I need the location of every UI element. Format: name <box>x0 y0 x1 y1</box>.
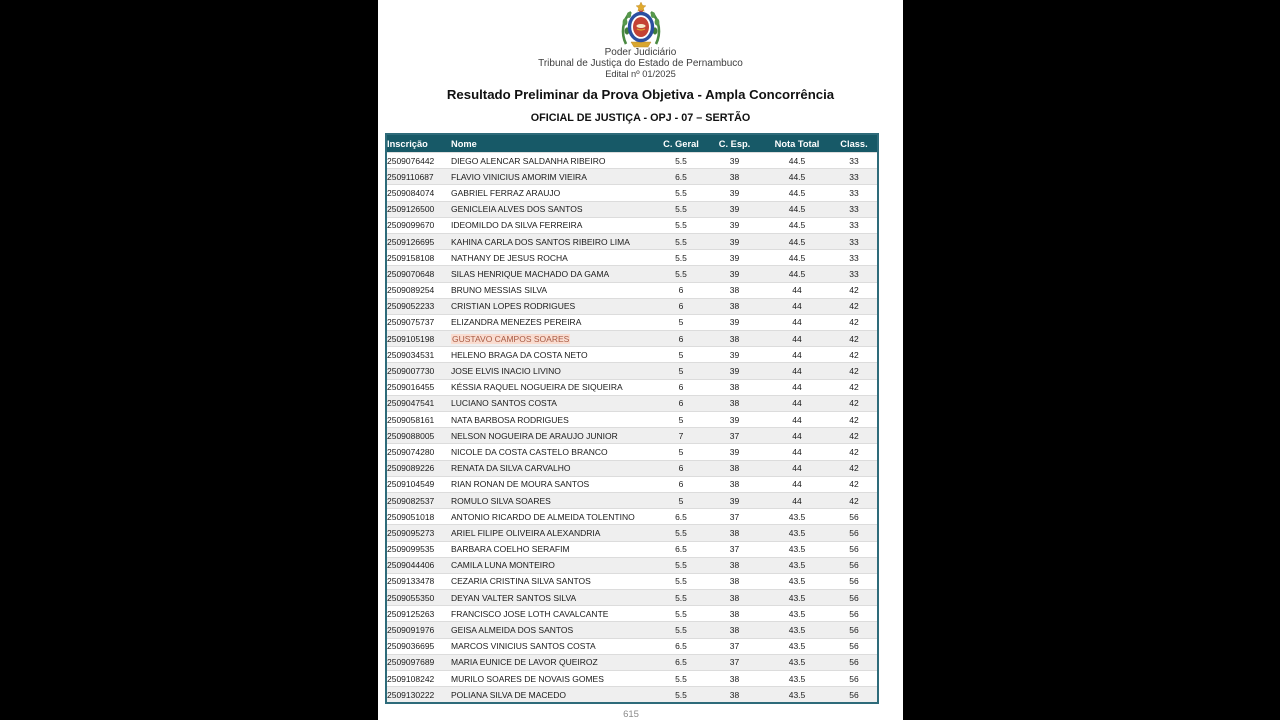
cell-nota-total: 44 <box>792 285 802 296</box>
cell-nome <box>451 622 656 638</box>
table-row <box>386 298 878 314</box>
cell-inscricao: 2509125263 <box>387 608 435 619</box>
column-header-nome: Nome <box>451 134 656 153</box>
cell-c-esp: 38 <box>729 625 740 636</box>
cell-inscricao: 2509047541 <box>387 398 435 409</box>
cell-inscricao: 2509088005 <box>387 430 435 441</box>
cell-nota-total: 43.5 <box>788 560 806 571</box>
cell-c-geral: 5.5 <box>675 220 687 231</box>
cell-c-esp: 38 <box>729 171 740 182</box>
cell-nota-total: 44.5 <box>788 155 806 166</box>
cell-c-geral: 5 <box>678 317 684 328</box>
cell-class: 33 <box>849 204 859 215</box>
cell-nome <box>451 395 656 411</box>
candidate-name: RIAN RONAN DE MOURA SANTOS <box>451 479 590 490</box>
cell-nome <box>451 298 656 314</box>
candidate-name: MARIA EUNICE DE LAVOR QUEIROZ <box>451 657 598 668</box>
cell-c-geral: 6.5 <box>675 544 687 555</box>
candidate-name: ROMULO SILVA SOARES <box>451 495 551 506</box>
table-row <box>386 282 878 298</box>
table-row <box>386 492 878 508</box>
table-row <box>386 412 878 428</box>
cell-nome <box>451 314 656 330</box>
cell-nome <box>451 201 656 217</box>
cell-c-geral: 6 <box>678 398 684 409</box>
table-row <box>386 525 878 541</box>
cell-c-geral: 5.5 <box>675 187 687 198</box>
candidate-name: KAHINA CARLA DOS SANTOS RIBEIRO LIMA <box>451 236 630 247</box>
cell-inscricao: 2509075737 <box>387 317 435 328</box>
cell-c-esp: 38 <box>729 673 740 684</box>
cell-c-esp: 38 <box>729 301 740 312</box>
document-page <box>378 0 903 720</box>
cell-class: 42 <box>849 366 859 377</box>
cell-nome <box>451 557 656 573</box>
cell-inscricao: 2509007730 <box>387 366 435 377</box>
cell-inscricao: 2509097689 <box>387 657 435 668</box>
cell-c-esp: 39 <box>729 414 740 425</box>
cell-c-esp: 39 <box>729 446 740 457</box>
cell-c-esp: 39 <box>729 495 740 506</box>
cell-inscricao: 2509110687 <box>387 171 434 182</box>
cell-c-esp: 38 <box>729 560 740 571</box>
cell-nome <box>451 250 656 266</box>
cell-c-geral: 5.5 <box>675 576 687 587</box>
cell-nome <box>451 573 656 589</box>
cell-c-esp: 37 <box>729 657 740 668</box>
cell-inscricao: 2509108242 <box>387 673 435 684</box>
table-row <box>386 476 878 492</box>
cell-nome <box>451 217 656 233</box>
cell-c-esp: 37 <box>729 430 740 441</box>
candidate-name: NICOLE DA COSTA CASTELO BRANCO <box>451 446 608 457</box>
cell-nota-total: 43.5 <box>788 625 806 636</box>
cell-nota-total: 43.5 <box>788 673 806 684</box>
table-row <box>386 331 878 347</box>
cell-nota-total: 44 <box>792 366 802 377</box>
cell-class: 33 <box>849 252 859 263</box>
candidate-name: FRANCISCO JOSE LOTH CAVALCANTE <box>451 608 609 619</box>
cell-c-esp: 39 <box>729 268 740 279</box>
cell-c-esp: 38 <box>729 689 740 700</box>
candidate-name: BARBARA COELHO SERAFIM <box>451 544 570 555</box>
cell-class: 42 <box>849 446 859 457</box>
table-row <box>386 314 878 330</box>
candidate-name: BRUNO MESSIAS SILVA <box>451 285 548 296</box>
cell-c-geral: 6.5 <box>675 657 687 668</box>
cell-inscricao: 2509016455 <box>387 382 435 393</box>
candidate-name: GENICLEIA ALVES DOS SANTOS <box>451 204 583 215</box>
cell-c-esp: 39 <box>729 220 740 231</box>
cell-inscricao: 2509133478 <box>387 576 435 587</box>
cell-inscricao: 2509130222 <box>387 689 435 700</box>
cell-class: 56 <box>849 544 859 555</box>
candidate-name: LUCIANO SANTOS COSTA <box>451 398 557 409</box>
candidate-name: SILAS HENRIQUE MACHADO DA GAMA <box>451 268 610 279</box>
column-header-nota-total: Nota Total <box>763 134 831 153</box>
candidate-name: ARIEL FILIPE OLIVEIRA ALEXANDRIA <box>451 527 601 538</box>
cell-c-esp: 38 <box>729 576 740 587</box>
cell-inscricao: 2509089254 <box>387 285 435 296</box>
cell-c-geral: 5.5 <box>675 625 687 636</box>
cell-inscricao: 2509084074 <box>387 187 435 198</box>
candidate-name: KÉSSIA RAQUEL NOGUEIRA DE SIQUEIRA <box>451 382 623 393</box>
cell-c-geral: 6.5 <box>675 511 687 522</box>
column-header-class: Class. <box>831 134 878 153</box>
cell-nome <box>451 460 656 476</box>
cell-c-geral: 5.5 <box>675 592 687 603</box>
cell-nota-total: 43.5 <box>788 592 806 603</box>
cell-class: 42 <box>849 414 859 425</box>
cell-inscricao: 2509089226 <box>387 463 435 474</box>
cell-nome <box>451 606 656 622</box>
cell-inscricao: 2509158108 <box>387 252 435 263</box>
cell-c-esp: 39 <box>729 252 740 263</box>
table-row <box>386 509 878 525</box>
table-row <box>386 185 878 201</box>
cell-class: 56 <box>849 527 859 538</box>
candidate-name: MURILO SOARES DE NOVAIS GOMES <box>451 673 604 684</box>
cell-nome <box>451 654 656 670</box>
cell-c-esp: 38 <box>729 398 740 409</box>
candidate-name: CEZARIA CRISTINA SILVA SANTOS <box>451 576 591 587</box>
cell-class: 33 <box>849 236 859 247</box>
cell-c-geral: 5.5 <box>675 527 687 538</box>
cell-nota-total: 44 <box>792 463 802 474</box>
org-name-line1: Poder Judiciário <box>604 47 677 58</box>
cell-nome <box>451 185 656 201</box>
cell-inscricao: 2509036695 <box>387 641 435 652</box>
cell-class: 56 <box>849 625 859 636</box>
cell-nota-total: 44.5 <box>788 187 806 198</box>
candidate-name: CRISTIAN LOPES RODRIGUES <box>451 301 576 312</box>
cell-inscricao: 2509051018 <box>387 511 435 522</box>
cell-class: 42 <box>849 479 859 490</box>
table-row <box>386 654 878 670</box>
cell-nome <box>451 363 656 379</box>
cell-nota-total: 44 <box>792 333 802 344</box>
document-header <box>378 0 903 79</box>
cell-nome <box>451 331 656 347</box>
table-row <box>386 428 878 444</box>
cell-class: 42 <box>849 398 859 409</box>
candidate-name: ELIZANDRA MENEZES PEREIRA <box>451 317 582 328</box>
table-row <box>386 460 878 476</box>
cell-nota-total: 44 <box>792 414 802 425</box>
cell-c-esp: 38 <box>729 463 740 474</box>
cell-c-esp: 37 <box>729 511 740 522</box>
cell-nota-total: 43.5 <box>788 608 806 619</box>
cell-inscricao: 2509052233 <box>387 301 435 312</box>
candidate-name: GEISA ALMEIDA DOS SANTOS <box>451 625 574 636</box>
cell-c-geral: 5.5 <box>675 673 687 684</box>
table-row <box>386 363 878 379</box>
results-table-header <box>386 134 878 153</box>
cell-class: 42 <box>849 349 859 360</box>
cell-c-esp: 37 <box>729 544 740 555</box>
cell-class: 42 <box>849 317 859 328</box>
cell-nota-total: 44 <box>792 446 802 457</box>
candidate-name: NATHANY DE JESUS ROCHA <box>451 252 568 263</box>
cell-inscricao: 2509055350 <box>387 592 435 603</box>
cell-nota-total: 44 <box>792 382 802 393</box>
cell-inscricao: 2509070648 <box>387 268 435 279</box>
cell-nota-total: 43.5 <box>788 544 806 555</box>
cell-nota-total: 44.5 <box>788 220 806 231</box>
candidate-name: GABRIEL FERRAZ ARAUJO <box>451 187 561 198</box>
cell-nome <box>451 282 656 298</box>
cell-c-geral: 6 <box>678 463 684 474</box>
cell-c-geral: 5.5 <box>675 560 687 571</box>
candidate-name: HELENO BRAGA DA COSTA NETO <box>451 349 588 360</box>
cell-class: 56 <box>849 673 859 684</box>
candidate-name: ANTONIO RICARDO DE ALMEIDA TOLENTINO <box>451 511 635 522</box>
results-table <box>385 133 879 704</box>
cell-c-geral: 5 <box>678 414 684 425</box>
cell-nota-total: 44 <box>792 479 802 490</box>
cell-inscricao: 2509074280 <box>387 446 435 457</box>
cell-class: 56 <box>849 641 859 652</box>
cell-class: 56 <box>849 511 859 522</box>
cell-class: 42 <box>849 430 859 441</box>
cell-class: 42 <box>849 463 859 474</box>
cell-nome <box>451 509 656 525</box>
pernambuco-coat-of-arms-icon <box>619 2 663 48</box>
table-row <box>386 638 878 654</box>
cell-class: 56 <box>849 608 859 619</box>
cell-class: 56 <box>849 689 859 700</box>
cell-c-geral: 5.5 <box>675 268 687 279</box>
cell-c-esp: 39 <box>729 366 740 377</box>
cell-inscricao: 2509099535 <box>387 544 435 555</box>
cell-inscricao: 2509044406 <box>387 560 435 571</box>
cell-c-geral: 5 <box>678 495 684 506</box>
cell-inscricao: 2509099670 <box>387 220 435 231</box>
cell-nome <box>451 233 656 249</box>
cell-c-geral: 6 <box>678 285 684 296</box>
cell-inscricao: 2509104549 <box>387 479 435 490</box>
position-subtitle: OFICIAL DE JUSTIÇA - OPJ - 07 – SERTÃO <box>530 112 751 124</box>
table-row <box>386 557 878 573</box>
cell-inscricao: 2509095273 <box>387 527 435 538</box>
cell-nome <box>451 671 656 687</box>
page-number: 615 <box>623 709 639 720</box>
cell-c-esp: 38 <box>729 479 740 490</box>
cell-nota-total: 44 <box>792 495 802 506</box>
cell-c-esp: 39 <box>729 155 740 166</box>
cell-nota-total: 44 <box>792 317 802 328</box>
results-table-body <box>386 153 878 704</box>
cell-c-geral: 6.5 <box>675 171 687 182</box>
cell-class: 42 <box>849 333 859 344</box>
cell-class: 42 <box>849 382 859 393</box>
table-row <box>386 395 878 411</box>
cell-nota-total: 44 <box>792 398 802 409</box>
table-row <box>386 622 878 638</box>
cell-inscricao: 2509076442 <box>387 155 435 166</box>
table-row <box>386 347 878 363</box>
cell-class: 42 <box>849 301 859 312</box>
cell-class: 56 <box>849 576 859 587</box>
cell-c-geral: 6 <box>678 333 684 344</box>
cell-c-esp: 38 <box>729 285 740 296</box>
table-row <box>386 153 878 169</box>
cell-inscricao: 2509126695 <box>387 236 435 247</box>
cell-nota-total: 44.5 <box>788 236 806 247</box>
cell-nota-total: 43.5 <box>788 689 806 700</box>
cell-c-esp: 38 <box>729 592 740 603</box>
candidate-name: FLAVIO VINICIUS AMORIM VIEIRA <box>451 171 587 182</box>
cell-nome <box>451 153 656 169</box>
cell-c-esp: 39 <box>729 349 740 360</box>
cell-c-esp: 37 <box>729 641 740 652</box>
candidate-name: POLIANA SILVA DE MACEDO <box>451 689 566 700</box>
column-header-c-geral: C. Geral <box>656 134 706 153</box>
cell-c-geral: 5.5 <box>675 252 687 263</box>
cell-nome <box>451 525 656 541</box>
cell-c-geral: 5.5 <box>675 689 687 700</box>
cell-nota-total: 44.5 <box>788 252 806 263</box>
candidate-name: DIEGO ALENCAR SALDANHA RIBEIRO <box>451 155 606 166</box>
cell-class: 42 <box>849 285 859 296</box>
cell-c-geral: 6 <box>678 382 684 393</box>
cell-class: 33 <box>849 155 859 166</box>
cell-c-geral: 5.5 <box>675 236 687 247</box>
cell-nota-total: 43.5 <box>788 657 806 668</box>
cell-nome <box>451 379 656 395</box>
cell-c-esp: 38 <box>729 527 740 538</box>
cell-c-geral: 6.5 <box>675 641 687 652</box>
cell-nome <box>451 687 656 704</box>
cell-nota-total: 44 <box>792 430 802 441</box>
table-row <box>386 671 878 687</box>
cell-c-geral: 5 <box>678 366 684 377</box>
cell-c-esp: 38 <box>729 333 740 344</box>
cell-c-geral: 5.5 <box>675 608 687 619</box>
column-header-inscricao: Inscrição <box>386 134 451 153</box>
candidate-name: CAMILA LUNA MONTEIRO <box>451 560 555 571</box>
table-row <box>386 687 878 704</box>
cell-nota-total: 44.5 <box>788 204 806 215</box>
cell-c-esp: 39 <box>729 317 740 328</box>
cell-nome <box>451 590 656 606</box>
cell-nome <box>451 444 656 460</box>
edital-number: Edital nº 01/2025 <box>605 69 676 79</box>
cell-inscricao: 2509082537 <box>387 495 435 506</box>
cell-nota-total: 44.5 <box>788 268 806 279</box>
cell-inscricao: 2509126500 <box>387 204 435 215</box>
candidate-name: IDEOMILDO DA SILVA FERREIRA <box>451 220 583 231</box>
candidate-name: DEYAN VALTER SANTOS SILVA <box>451 592 577 603</box>
cell-nota-total: 43.5 <box>788 511 806 522</box>
table-row <box>386 233 878 249</box>
cell-c-geral: 7 <box>678 430 684 441</box>
table-row <box>386 379 878 395</box>
cell-inscricao: 2509091976 <box>387 625 435 636</box>
cell-class: 56 <box>849 592 859 603</box>
cell-c-geral: 6 <box>678 479 684 490</box>
table-row <box>386 606 878 622</box>
cell-c-esp: 39 <box>729 236 740 247</box>
table-row <box>386 266 878 282</box>
result-title: Resultado Preliminar da Prova Objetiva - Ampla Concorrência <box>446 87 835 102</box>
cell-nome <box>451 541 656 557</box>
table-row <box>386 217 878 233</box>
cell-class: 33 <box>849 220 859 231</box>
cell-nome <box>451 638 656 654</box>
candidate-name: MARCOS VINICIUS SANTOS COSTA <box>451 641 596 652</box>
candidate-name: RENATA DA SILVA CARVALHO <box>451 463 571 474</box>
cell-nota-total: 43.5 <box>788 641 806 652</box>
table-row <box>386 250 878 266</box>
cell-inscricao: 2509105198 <box>387 333 435 344</box>
column-header-c-esp: C. Esp. <box>706 134 763 153</box>
cell-nota-total: 44.5 <box>788 171 806 182</box>
cell-class: 33 <box>849 268 859 279</box>
cell-nota-total: 43.5 <box>788 527 806 538</box>
cell-class: 42 <box>849 495 859 506</box>
candidate-name: NATA BARBOSA RODRIGUES <box>451 414 569 425</box>
cell-nome <box>451 266 656 282</box>
cell-nome <box>451 412 656 428</box>
cell-c-geral: 6 <box>678 301 684 312</box>
cell-class: 56 <box>849 657 859 668</box>
candidate-name: NELSON NOGUEIRA DE ARAUJO JUNIOR <box>451 430 618 441</box>
cell-nome <box>451 169 656 185</box>
cell-nome <box>451 492 656 508</box>
candidate-name: GUSTAVO CAMPOS SOARES <box>452 333 570 344</box>
table-row <box>386 590 878 606</box>
cell-c-geral: 5.5 <box>675 155 687 166</box>
cell-class: 33 <box>849 171 859 182</box>
table-row <box>386 541 878 557</box>
cell-c-esp: 39 <box>729 204 740 215</box>
cell-inscricao: 2509034531 <box>387 349 435 360</box>
cell-class: 56 <box>849 560 859 571</box>
cell-c-geral: 5 <box>678 349 684 360</box>
cell-class: 33 <box>849 187 859 198</box>
cell-nome <box>451 476 656 492</box>
cell-c-geral: 5 <box>678 446 684 457</box>
cell-nota-total: 44 <box>792 301 802 312</box>
cell-nota-total: 44 <box>792 349 802 360</box>
cell-c-geral: 5.5 <box>675 204 687 215</box>
org-name-line2: Tribunal de Justiça do Estado de Pernambuco <box>538 57 743 69</box>
table-row <box>386 201 878 217</box>
cell-c-esp: 38 <box>729 382 740 393</box>
cell-c-esp: 39 <box>729 187 740 198</box>
table-row <box>386 573 878 589</box>
cell-nome <box>451 347 656 363</box>
candidate-name: JOSE ELVIS INACIO LIVINO <box>451 366 561 377</box>
cell-nota-total: 43.5 <box>788 576 806 587</box>
table-row <box>386 444 878 460</box>
cell-inscricao: 2509058161 <box>387 414 435 425</box>
table-row <box>386 169 878 185</box>
cell-nome <box>451 428 656 444</box>
cell-c-esp: 38 <box>729 608 740 619</box>
